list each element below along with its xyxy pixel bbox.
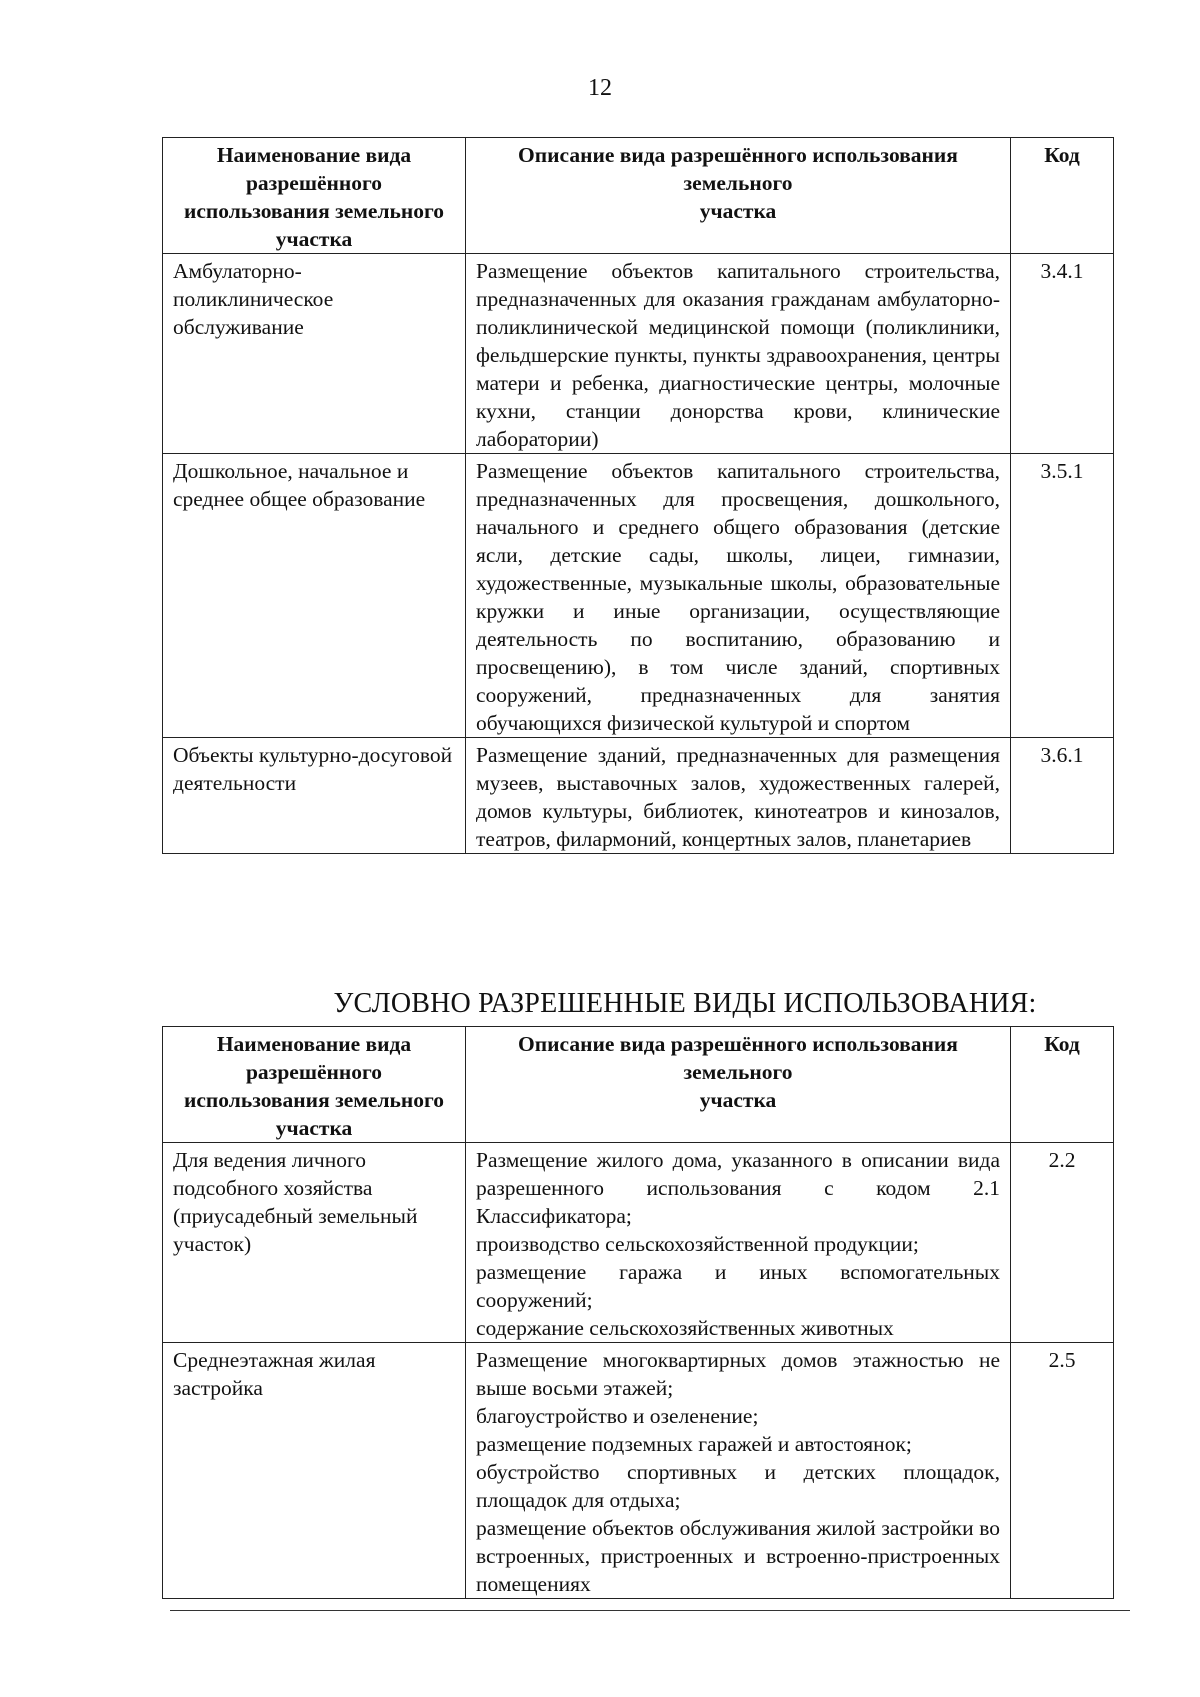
section-heading: УСЛОВНО РАЗРЕШЕННЫЕ ВИДЫ ИСПОЛЬЗОВАНИЯ: (333, 988, 1037, 1019)
table-row (163, 254, 1114, 454)
description-line: размещение гаража и иных вспомогательных сооружений; (476, 1260, 1000, 1312)
header-description-line: участка (699, 199, 777, 223)
header-description-line: Описание вида разрешённого использования (518, 1032, 958, 1056)
description-line: размещение объектов обслуживания жилой застройки во встроенных, пристроенных и встроенно-пристроенных помещениях (476, 1516, 1000, 1596)
header-description-line: участка (699, 1088, 777, 1112)
row-code: 3.4.1 (1011, 254, 1114, 454)
row-name: Амбулаторно-поликлиническое обслуживание (163, 254, 466, 454)
row-description (466, 1343, 1011, 1599)
table-header-row (163, 1027, 1114, 1143)
table-row (163, 738, 1114, 854)
description-line: размещение подземных гаражей и автостоянок; (476, 1432, 912, 1456)
header-code: Код (1011, 1027, 1114, 1143)
row-name: Дошкольное, начальное и среднее общее образование (163, 454, 466, 738)
header-description-line: земельного (683, 171, 793, 195)
row-description: Размещение объектов капитального строительства, предназначенных для просвещения, дошкольного, начального и среднего общего образования (детские ясли, детские сады, школы, лицеи, гимназии, художественные, музыкальные школы, образовательные кружки и иные организации, осуществляющие деятельность по воспитанию, образованию и просвещению), в том числе зданий, спортивных сооружений, предназначенных для занятия обучающихся физической культурой и спортом (466, 454, 1011, 738)
header-description (466, 1027, 1011, 1143)
description-line: благоустройство и озеленение; (476, 1404, 759, 1428)
header-description-line: Описание вида разрешённого использования (518, 143, 958, 167)
page-number: 12 (588, 75, 612, 101)
header-description (466, 138, 1011, 254)
permitted-uses-table (162, 137, 1114, 854)
row-description (466, 1143, 1011, 1343)
description-line: производство сельскохозяйственной продукции; (476, 1232, 919, 1256)
description-line: обустройство спортивных и детских площадок, площадок для отдыха; (476, 1460, 1000, 1512)
row-code: 2.2 (1011, 1143, 1114, 1343)
row-description: Размещение объектов капитального строительства, предназначенных для оказания гражданам амбулаторно-поликлинической медицинской помощи (поликлиники, фельдшерские пункты, пункты здравоохранения, центры матери и ребенка, диагностические центры, молочные кухни, станции донорства крови, клинические лаборатории) (466, 254, 1011, 454)
description-line: содержание сельскохозяйственных животных (476, 1316, 894, 1340)
header-name: Наименование вида разрешённого использования земельного участка (163, 1027, 466, 1143)
header-code: Код (1011, 138, 1114, 254)
row-code: 2.5 (1011, 1343, 1114, 1599)
row-name: Для ведения личного подсобного хозяйства (приусадебный земельный участок) (163, 1143, 466, 1343)
description-line: Размещение многоквартирных домов этажностью не выше восьми этажей; (476, 1348, 1000, 1400)
conditional-uses-table (162, 1026, 1114, 1599)
table-row (163, 1143, 1114, 1343)
row-code: 3.5.1 (1011, 454, 1114, 738)
footer-divider (170, 1610, 1130, 1611)
header-description-line: земельного (683, 1060, 793, 1084)
table-header-row (163, 138, 1114, 254)
row-code: 3.6.1 (1011, 738, 1114, 854)
row-name: Среднеэтажная жилая застройка (163, 1343, 466, 1599)
table-row (163, 454, 1114, 738)
row-description: Размещение зданий, предназначенных для размещения музеев, выставочных залов, художественных галерей, домов культуры, библиотек, кинотеатров и кинозалов, театров, филармоний, концертных залов, планетариев (466, 738, 1011, 854)
description-line: Размещение жилого дома, указанного в описании вида разрешенного использования с кодом 2.1 Классификатора; (476, 1148, 1000, 1228)
table-row (163, 1343, 1114, 1599)
row-name: Объекты культурно-досуговой деятельности (163, 738, 466, 854)
header-name: Наименование вида разрешённого использования земельного участка (163, 138, 466, 254)
